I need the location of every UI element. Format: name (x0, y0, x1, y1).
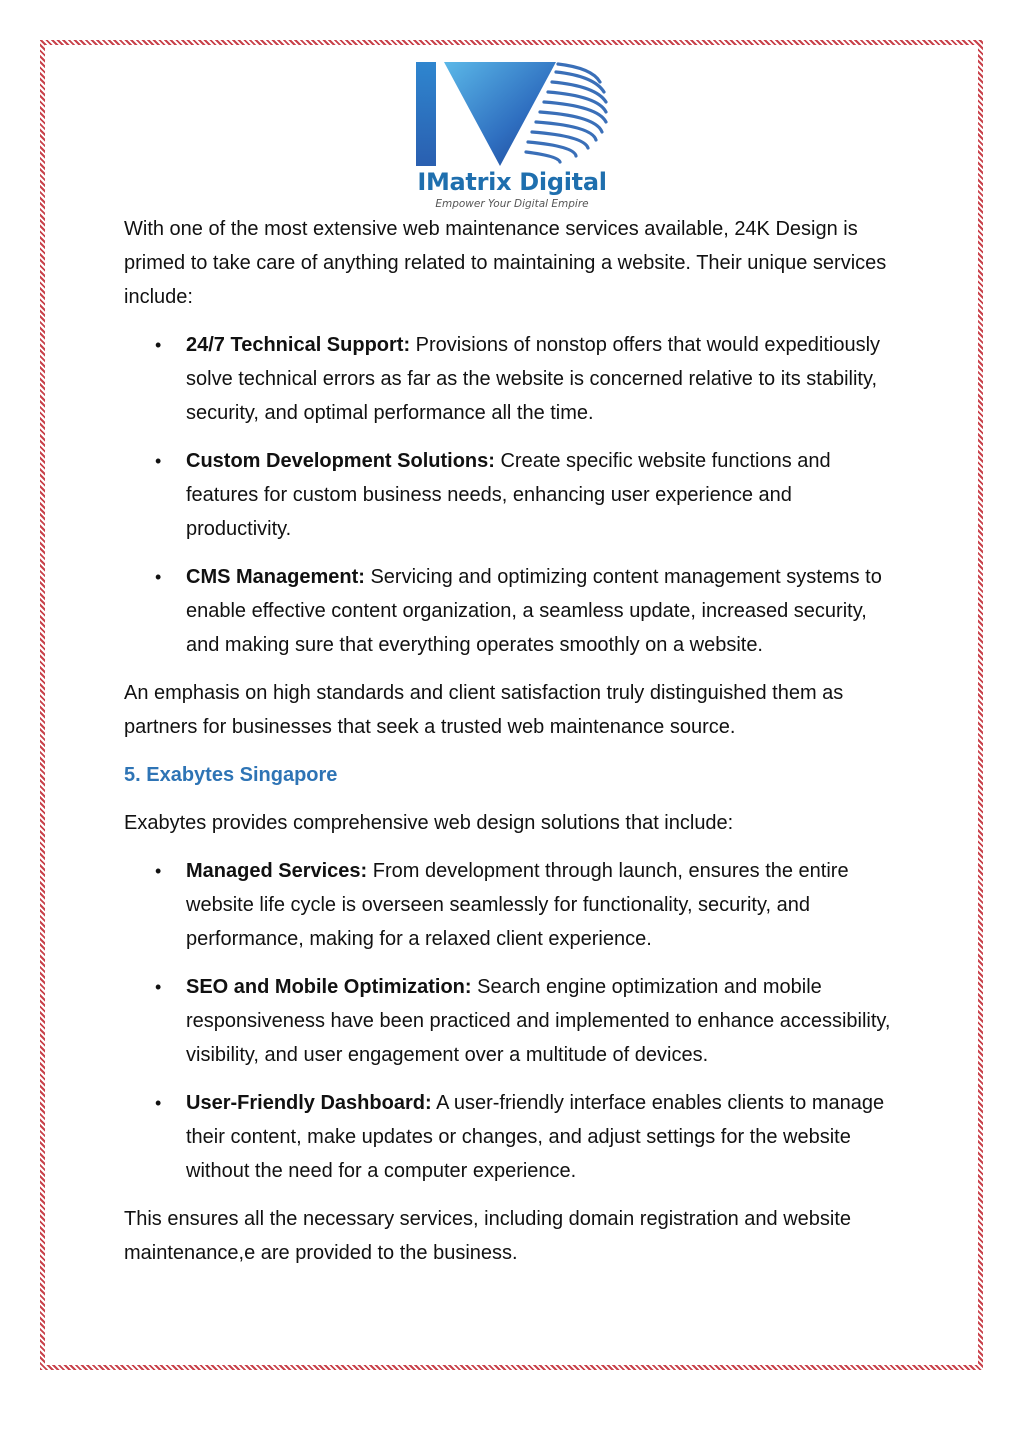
exabytes-closing-paragraph: This ensures all the necessary services, including domain registration and website maintenance,e are provided to the business. (124, 1208, 852, 1264)
intro-closing-paragraph: An emphasis on high standards and client satisfaction truly distinguished them as partners for businesses that seek a trusted web maintenance source. (124, 682, 844, 738)
list-item (124, 1086, 902, 1188)
intro-paragraph: With one of the most extensive web maintenance services available, 24K Design is primed to take care of anything related to maintaining a website. Their unique services include: (124, 218, 887, 308)
logo-tagline: Empower Your Digital Empire (435, 198, 589, 210)
exabytes-paragraph: Exabytes provides comprehensive web design solutions that include: (124, 812, 734, 834)
list-item-text: Servicing and optimizing content management systems to enable effective content organization, a seamless update, increased security, and making sure that everything operates smoothly on a website. (186, 566, 882, 656)
document-body (124, 212, 902, 1284)
list-item (124, 444, 902, 546)
list-item-title: Custom Development Solutions: (186, 450, 495, 472)
list-item (124, 970, 902, 1072)
list-item-text: Create specific website functions and features for custom business needs, enhancing user experience and productivity. (186, 450, 831, 540)
list-item-title: 24/7 Technical Support: (186, 334, 411, 356)
list-item-title: User-Friendly Dashboard: (186, 1092, 432, 1114)
logo-mark-icon (416, 58, 608, 168)
list-item-title: Managed Services: (186, 860, 368, 882)
list-item-title: CMS Management: (186, 566, 365, 588)
list-item (124, 560, 902, 662)
company-logo (416, 58, 608, 214)
list-item-text: Search engine optimization and mobile responsiveness have been practiced and implemented to enhance accessibility, visibility, and user engagement over a multitude of devices. (186, 976, 891, 1066)
list-item-title: SEO and Mobile Optimization: (186, 976, 472, 998)
list-item (124, 328, 902, 430)
list-item-text: Provisions of nonstop offers that would expeditiously solve technical errors as far as the website is concerned relative to its stability, security, and optimal performance all the time. (186, 334, 881, 424)
section-heading-exabytes: 5. Exabytes Singapore (124, 764, 338, 786)
logo-wordmark: IMatrix Digital (417, 168, 607, 196)
list-item (124, 854, 902, 956)
intro-service-list (124, 328, 902, 662)
list-item-text: A user-friendly interface enables clients to manage their content, make updates or changes, and adjust settings for the website without the need for a computer experience. (186, 1092, 885, 1182)
list-item-text: From development through launch, ensures the entire website life cycle is overseen seamlessly for functionality, security, and performance, making for a relaxed client experience. (186, 860, 849, 950)
exabytes-service-list (124, 854, 902, 1188)
